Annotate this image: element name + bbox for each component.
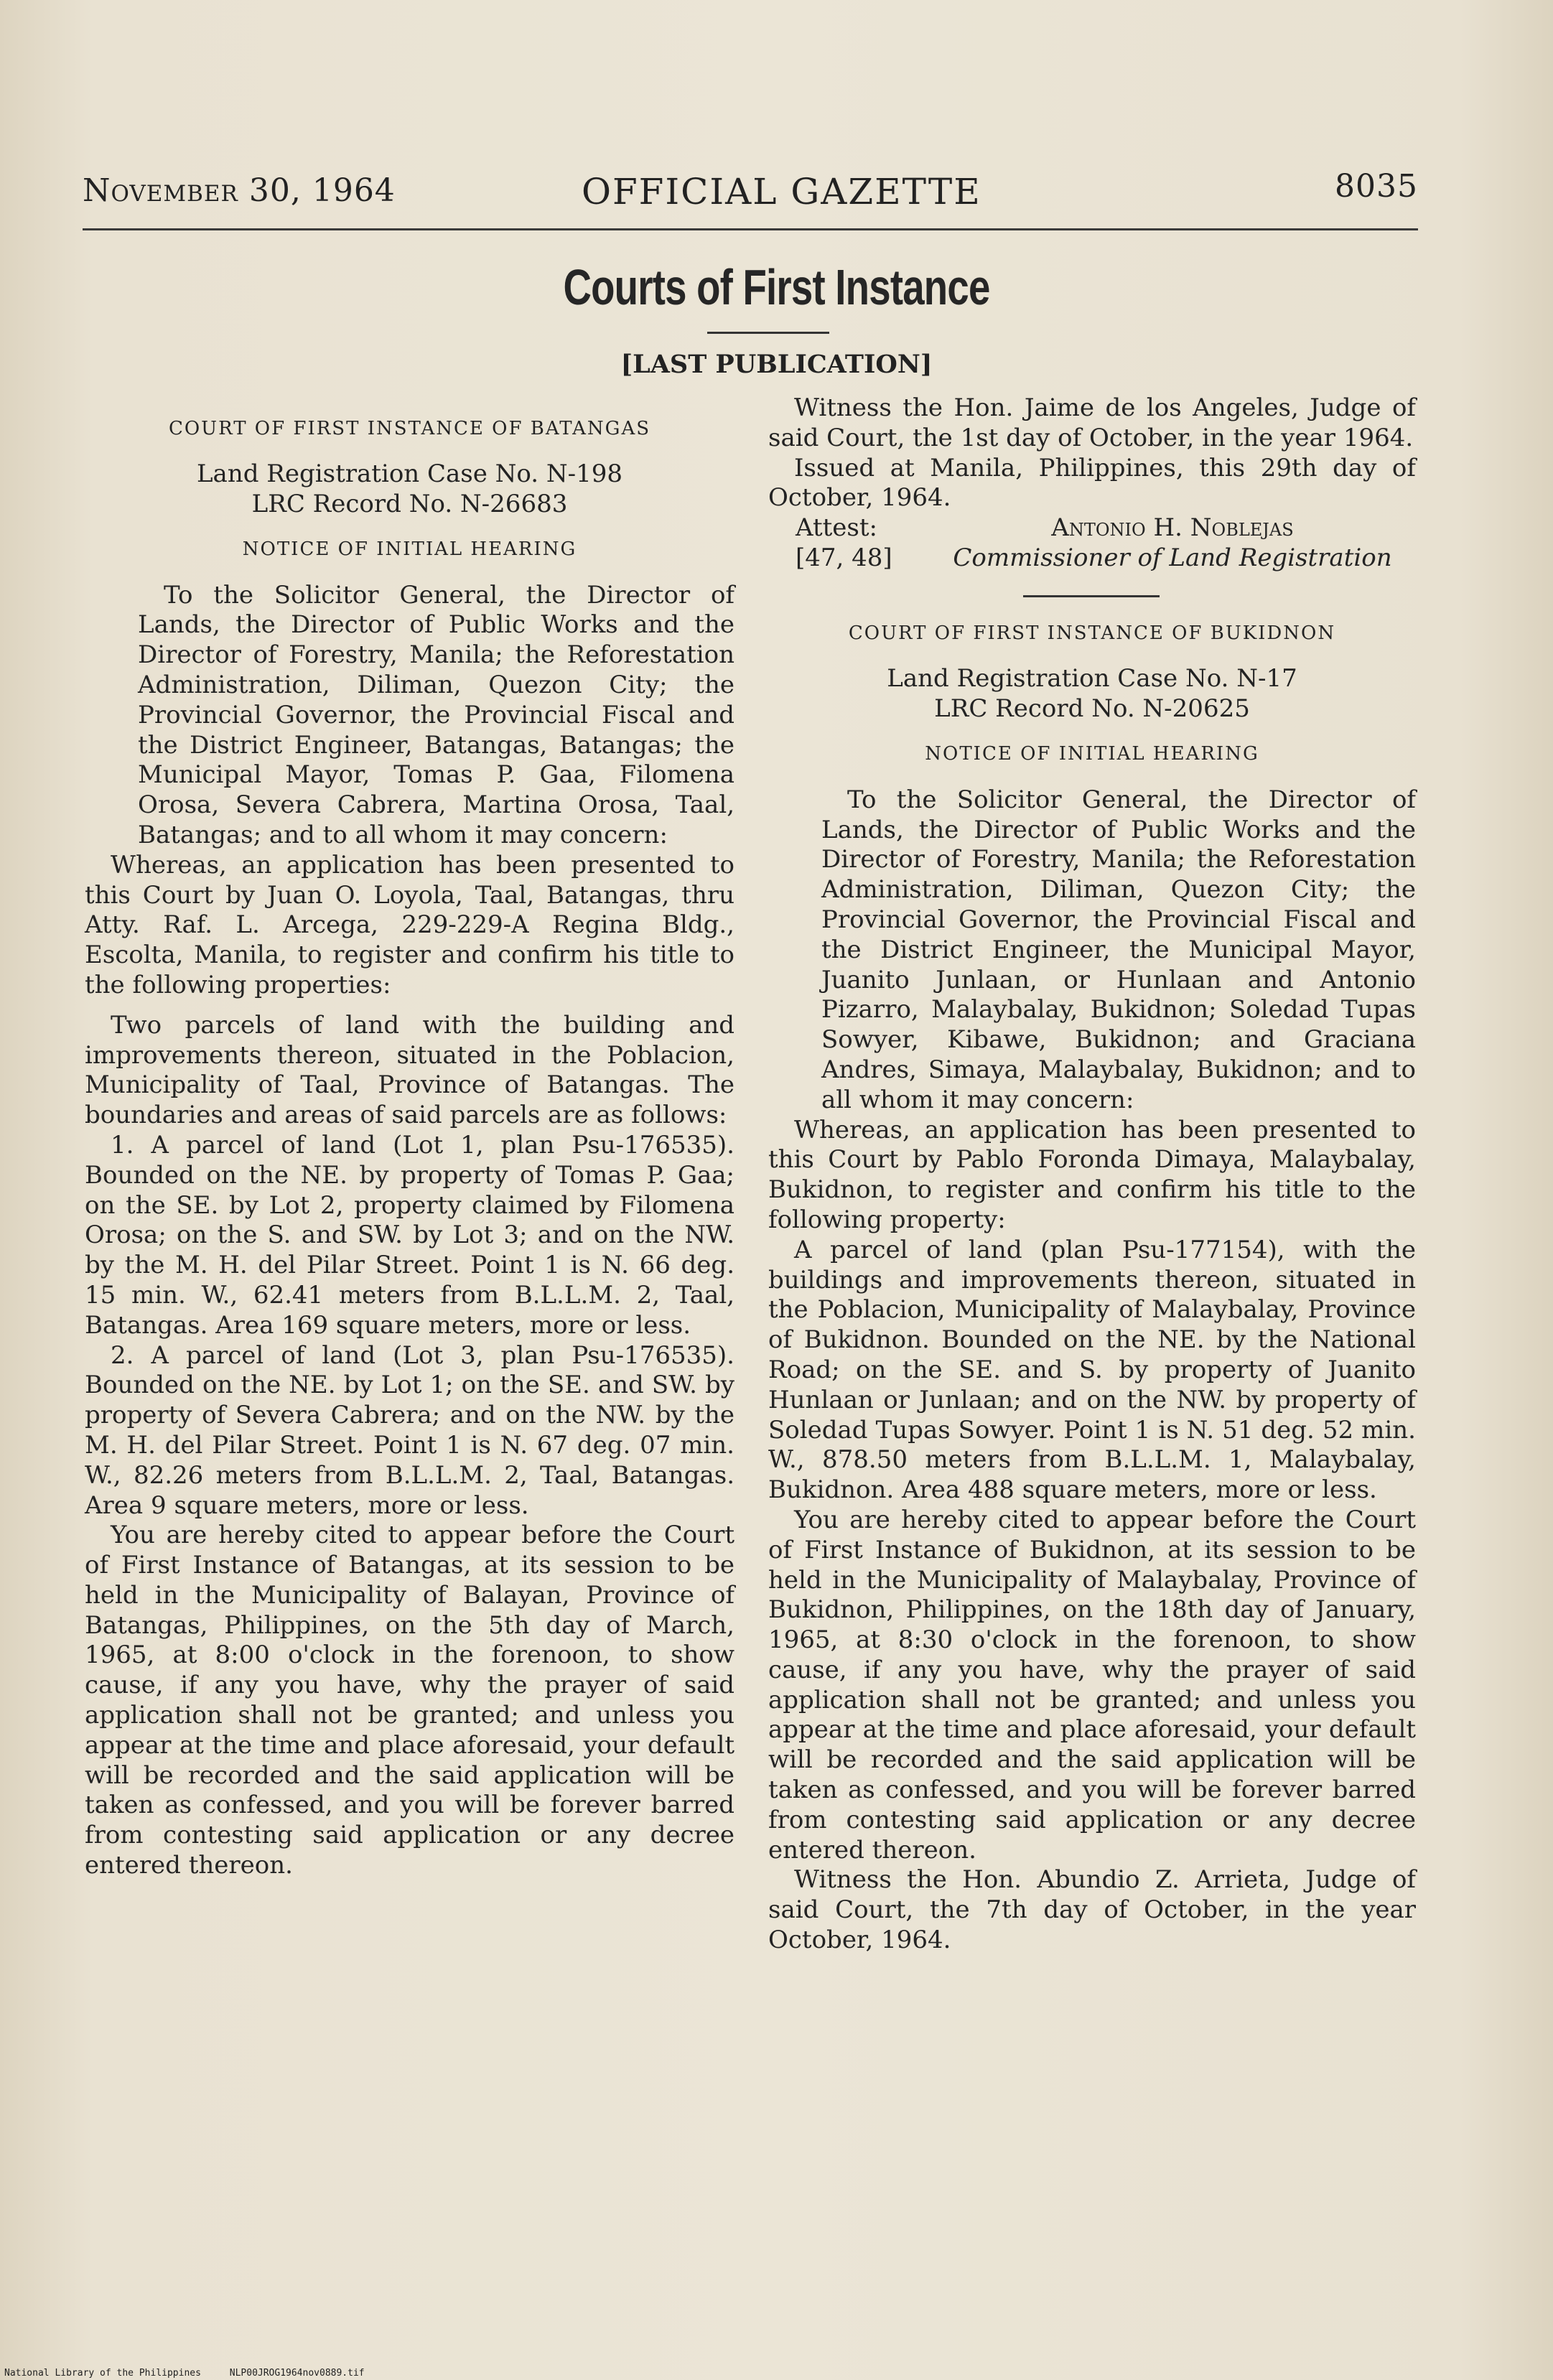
signatory-title: Commissioner of Land Registration — [953, 543, 1392, 573]
left-column — [85, 404, 734, 1881]
citation-paragraph: You are hereby cited to appear before the Court of First Instance of Bukidnon, at its session to be held in the Municipality of Malaybalay, Province of Bukidnon, Philippines, on the 18th day of January, 1965, at 8:30 o'clock in the forenoon, to show cause, if any you have, why the prayer of said application shall not be granted; and unless you appear at the time and place aforesaid, your default will be recorded and the said application will be taken as confessed, and you will be forever barred from contesting said application or any decree entered thereon. — [768, 1505, 1416, 1865]
header-rule — [83, 228, 1418, 230]
issued-paragraph: Issued at Manila, Philippines, this 29th day of October, 1964. — [768, 453, 1416, 513]
witness-paragraph: Witness the Hon. Abundio Z. Arrieta, Judge of said Court, the 7th day of October, in the year October, 1964. — [768, 1865, 1416, 1955]
parcel-description: 1. A parcel of land (Lot 1, plan Psu-176535). Bounded on the NE. by property of Tomas P. Gaa; on the SE. by Lot 2, property claimed by Filomena Orosa; on the S. and SW. by Lot 3; and on the NW. by the M. H. del Pilar Street. Point 1 is N. 66 deg. 15 min. W., 62.41 meters from B.L.L.M. 2, Taal, Batangas. Area 169 square meters, more or less. — [85, 1130, 734, 1340]
parcel-description: 2. A parcel of land (Lot 3, plan Psu-176535). Bounded on the NE. by Lot 1; on the SE. and SW. by property of Severa Cabrera; and on the NW. by the M. H. del Pilar Street. Point 1 is N. 67 deg. 07 min. W., 82.26 meters from B.L.L.M. 2, Taal, Batangas. Area 9 square meters, more or less. — [85, 1340, 734, 1520]
record-number: LRC Record No. N-20625 — [934, 694, 1250, 723]
witness-paragraph: Witness the Hon. Jaime de los Angeles, Judge of said Court, the 1st day of October, in the year 1964. — [768, 393, 1416, 452]
court-heading: COURT OF FIRST INSTANCE OF BUKIDNON — [848, 622, 1336, 645]
issue-reference: [47, 48] — [796, 543, 892, 573]
right-column — [768, 393, 1416, 1956]
notice-separator — [1023, 595, 1160, 597]
publication-name: OFFICIAL GAZETTE — [582, 171, 981, 213]
citation-paragraph: You are hereby cited to appear before the Court of First Instance of Batangas, at its session to be held in the Municipality of Balayan, Province of Batangas, Philippines, on the 5th day of March, 1965, at 8:00 o'clock in the forenoon, to show cause, if any you have, why the prayer of said application shall not be granted; and unless you appear at the time and place aforesaid, your default will be recorded and the said application will be taken as confessed, and you will be forever barred from contesting said application or any decree entered thereon. — [85, 1521, 734, 1880]
court-heading: COURT OF FIRST INSTANCE OF BATANGAS — [168, 418, 651, 439]
notice-heading: NOTICE OF INITIAL HEARING — [925, 742, 1259, 765]
whereas-paragraph: Whereas, an application has been presented to this Court by Juan O. Loyola, Taal, Batangas, thru Atty. Raf. L. Arcega, 229-229-A Regina Bldg., Escolta, Manila, to register and confirm his title to the following properties: — [85, 850, 734, 999]
notice-heading: NOTICE OF INITIAL HEARING — [242, 538, 577, 560]
page-number: 8035 — [1335, 168, 1418, 205]
signatory-name: Antonio H. Noblejas — [1051, 513, 1294, 543]
addressees: To the Solicitor General, the Director of Lands, the Director of Public Works and the Director of Forestry, Manila; the Reforestation Administration, Diliman, Quezon City; the Provincial Governor, the Provincial Fiscal and the District Engineer, the Municipal Mayor, Juanito Junlaan, or Hunlaan and Antonio Pizarro, Malaybalay, Bukidnon; Soledad Tupas Sowyer, Kibawe, Bukidnon; and Graciana Andres, Simaya, Malaybalay, Bukidnon; and to all whom it may concern: — [821, 785, 1416, 1114]
record-number: LRC Record No. N-26683 — [251, 489, 568, 518]
publication-note: [LAST PUBLICATION] — [620, 350, 933, 379]
title-rule — [707, 332, 829, 334]
parcel-description: A parcel of land (plan Psu-177154), with the buildings and improvements thereon, situated in the Poblacion, Municipality of Malaybalay, Province of Bukidnon. Bounded on the NE. by the National Road; on the SE. and S. by property of Juanito Hunlaan or Junlaan; and on the NW. by property of Soledad Tupas Sowyer. Point 1 is N. 51 deg. 52 min. W., 878.50 meters from B.L.L.M. 1, Malaybalay, Bukidnon. Area 488 square meters, more or less. — [768, 1235, 1416, 1505]
case-number: Land Registration Case No. N-198 — [196, 459, 623, 488]
attestation — [768, 513, 1416, 577]
parcels-intro: Two parcels of land with the building and improvements thereon, situated in the Poblacion, Municipality of Taal, Province of Batangas. The boundaries and areas of said parcels are as follows: — [85, 1010, 734, 1130]
library-credit: National Library of the Philippines — [4, 2368, 201, 2379]
scan-filename: NLP00JROG1964nov0889.tif — [229, 2368, 365, 2379]
addressees: To the Solicitor General, the Director of Lands, the Director of Public Works and the Director of Forestry, Manila; the Reforestation Administration, Diliman, Quezon City; the Provincial Governor, the Provincial Fiscal and the District Engineer, Batangas, Batangas; the Municipal Mayor, Tomas P. Gaa, Filomena Orosa, Severa Cabrera, Martina Orosa, Taal, Batangas; and to all whom it may concern: — [138, 580, 734, 849]
issue-date: November 30, 1964 — [83, 172, 396, 209]
section-title: Courts of First Instance — [563, 259, 990, 315]
scan-footer — [4, 2368, 388, 2379]
whereas-paragraph: Whereas, an application has been presented to this Court by Pablo Foronda Dimaya, Malaybalay, Bukidnon, to register and confirm his title to the following property: — [768, 1115, 1416, 1234]
page-header — [83, 168, 1418, 215]
case-number: Land Registration Case No. N-17 — [887, 663, 1297, 693]
attest-label: Attest: — [796, 513, 877, 543]
